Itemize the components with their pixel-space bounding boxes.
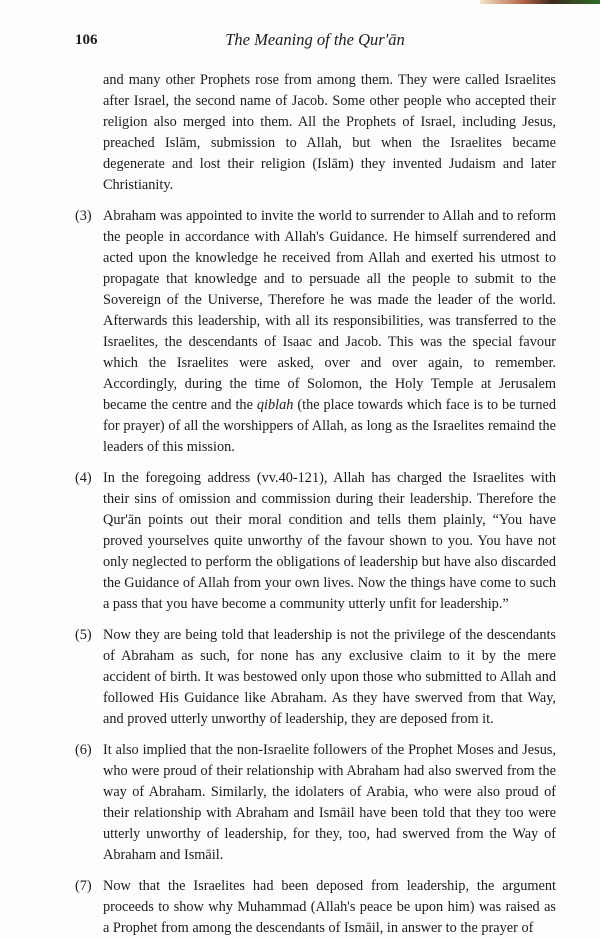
paragraph-text: It also implied that the non-Israelite followers of the Prophet Moses and Jesus, who were proud of their relationship with Abraham had also swerved from the way of Abraham. Similarly, the idolaters of Arabia, who were also proud of their relationship with Abraham and Ismāil have been told that they too were utterly unworthy of leadership, for they, too, had swerved from the Way of Abraham and Ismāil. <box>103 742 556 863</box>
page-header <box>75 30 555 52</box>
paragraph-number: (5) <box>75 627 92 643</box>
paragraph-4 <box>75 468 556 615</box>
paragraph-number: (6) <box>75 742 92 758</box>
paragraph-text: and many other Prophets rose from among them. They were called Israelites after Israel, the second name of Jacob. Some other people who accepted their religion also merged into them. All the Prophets of Israel, including Jesus, preached Islām, submission to Allah, but when the Israelites became degenerate and lost their religion (Islām) they invented Judaism and later Christianity. <box>103 72 556 193</box>
paragraph-text: Now they are being told that leadership is not the privilege of the descendants of Abraham as such, for none has any exclusive claim to it by the mere accident of birth. It was bestowed only upon those who submitted to Allah and followed His Guidance like Abraham. As they have swerved from that Way, and proved utterly unworthy of leadership, they are deposed from it. <box>103 627 556 727</box>
scan-edge-artifact <box>480 0 600 4</box>
paragraph-text: Abraham was appointed to invite the world to surrender to Allah and to reform the people in accordance with Allah's Guidance. He himself surrendered and acted upon the knowledge he received from Allah and exerted his utmost to propagate that knowledge and to persuade all the people to submit to the Sovereign of the Universe, Therefore he was made the leader of the world. Afterwards this leadership, with all its responsibilities, was transferred to the Israelites, the descendants of Isaac and Jacob. This was the special favour which the Israelites were asked, over and over again, to remember. Accordingly, during the time of Solomon, the Holy Temple at Jerusalem became the centre and the <box>103 208 556 413</box>
body-text <box>75 70 556 939</box>
page-number: 106 <box>75 32 98 48</box>
paragraph-number: (4) <box>75 470 92 486</box>
italic-term-qiblah: qiblah <box>256 397 294 413</box>
paragraph-3 <box>75 206 556 458</box>
paragraph-5 <box>75 625 556 730</box>
paragraph-6 <box>75 740 556 866</box>
paragraph-7 <box>75 876 556 939</box>
paragraph-continuation <box>103 70 556 196</box>
paragraph-number: (7) <box>75 878 92 894</box>
paragraph-number: (3) <box>75 208 92 224</box>
running-title: The Meaning of the Qur'ān <box>225 30 405 49</box>
paragraph-text: Now that the Israelites had been deposed from leadership, the argument proceeds to show why Muhammad (Allah's peace be upon him) was raised as a Prophet from among the descendants of Ismāil, in answer to the prayer of <box>103 878 556 936</box>
paragraph-text-cont: (the place towards which face is to be turned for prayer) of all the worshippers of Allah, as long as the Israelites remaind the leaders of this mission. <box>103 397 556 455</box>
paragraph-text: In the foregoing address (vv.40-121), Allah has charged the Israelites with their sins of omission and commission during their leadership. Therefore the Qur'ān points out their moral condition and tells them plainly, “You have proved yourselves quite unworthy of the favour shown to you. You have not only neglected to perform the obligations of leadership but have also discarded the Guidance of Allah from your own lives. Now the things have come to such a pass that you have become a community utterly unfit for leadership.” <box>103 470 556 612</box>
